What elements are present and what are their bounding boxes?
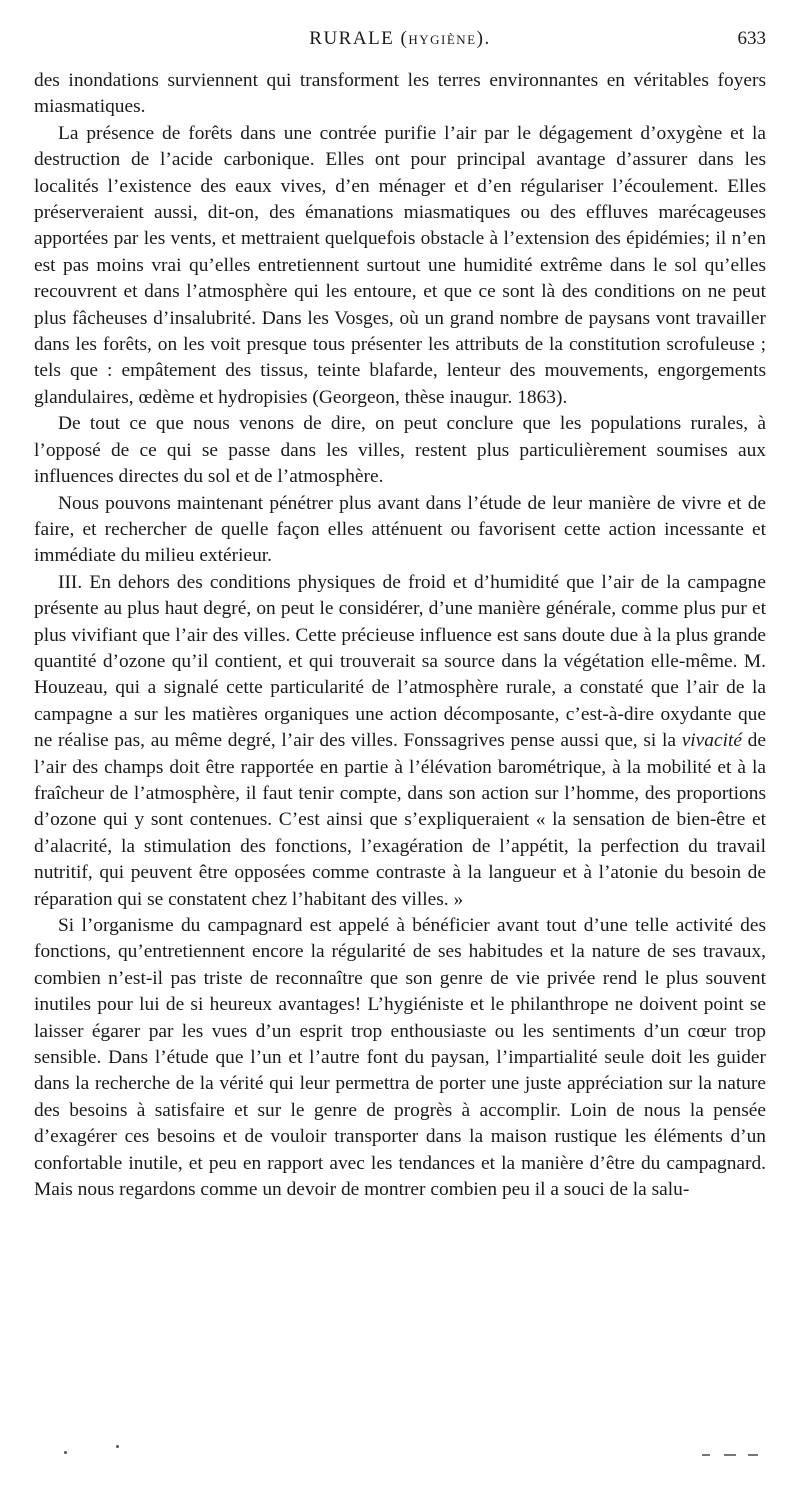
running-title-end: ). [476, 28, 491, 49]
paragraph-campagnard: Si l’organisme du campagnard est appelé à bénéficier avant tout d’une telle activité des fonctions, qu’entretiennent encore la régularité de ses habitudes et la nature de ses travaux, combien n’est-il pas triste de reconnaître que son genre de vie privée rend le plus souvent inutiles pour lui de si heureux avantages! L’hygiéniste et le philanthrope ne doivent point se laisser égarer par les vues d’un esprit trop enthousiaste ou les sentiments d’un cœur trop sensible. Dans l’étude que l’un et l’autre font du paysan, l’impartialité seule doit les guider dans la recherche de la vérité qui leur permettra de porter une juste appréciation sur la nature des besoins à satisfaire et sur le genre de progrès à accomplir. Loin de nous la pensée d’exagérer ces besoins et de vouloir transporter dans la maison rustique les éléments d’un confortable inutile, et peu en rapport avec les tendances et la manière d’être du campagnard. Mais nous regardons comme un devoir de montrer combien peu il a souci de la salu- [34, 915, 766, 1201]
running-title-sub: HYGIÈNE [408, 32, 477, 47]
footer-print-marks [34, 1440, 766, 1460]
section-three-text-after: de l’air des champs doit être rapportée en partie à l’élévation barométrique, à la mobilité et à la fraîcheur de l’atmosphère, il faut tenir compte, dans son action sur l’homme, des proportions d’ozone qui y sont contenues. C’est ainsi que s’expliqueraient « la sensation de bien-être et d’alacrité, la stimulation des fonctions, l’exagération de l’appétit, la perfection du travail nutritif, qui peuvent être opposées comme contraste à la langueur et à l’atonie du besoin de réparation qui se constatent chez l’habitant des villes. » [34, 730, 766, 910]
print-dash [702, 1454, 710, 1456]
paragraph-forests: La présence de forêts dans une contrée purifie l’air par le dégagement d’oxygène et la destruction de l’acide carbonique. Elles ont pour principal avantage d’assurer dans les localités l’existence des eaux vives, d’en ménager et d’en régulariser l’écoulement. Elles préserveraient aussi, dit-on, des émanations miasmatiques ou des effluves marécageuses apportées par les vents, et mettraient quelquefois obstacle à l’extension des épidémies; il n’en est pas moins vrai qu’elles entretiennent surtout une humidité extrême dans le sol qu’elles recouvrent et dans l’atmosphère qui les entoure, et que ce sont là des conditions on ne peut plus fâcheuses d’insalubrité. Dans les Vosges, où un grand nombre de paysans vont travailler dans les forêts, on les voit presque tous présenter les attributs de la constitution scrofuleuse ; tels que : empâtement des tissus, teinte blafarde, lenteur des mouvements, engorgements glandulaires, œdème et hydropisies (Georgeon, thèse inaugur. 1863). [34, 122, 766, 408]
print-speck [116, 1445, 119, 1448]
paragraph-continuation: des inondations surviennent qui transforment les terres environnantes en véritables foyers miasmatiques. [34, 70, 766, 118]
paragraph-section-three [34, 570, 766, 913]
page-header [34, 28, 766, 58]
print-dash [724, 1454, 736, 1456]
section-three-text-before: III. En dehors des conditions physiques de froid et d’humidité que l’air de la campagne présente au plus haut degré, on peut le considérer, d’une manière générale, comme plus pur et plus vivifiant que l’air des villes. Cette précieuse influence est sans doute due à la plus grande quantité d’ozone qu’il contient, et qui trouverait sa source dans la végétation elle-même. M. Houzeau, qui a signalé cette particularité de l’atmosphère rurale, a constaté que l’air de la campagne a sur les matières organiques une action décomposante, c’est-à-dire oxydante que ne réalise pas, au même degré, l’air des villes. Fonssagrives pense aussi que, si la [34, 571, 766, 752]
paragraph-conclusion: De tout ce que nous venons de dire, on peut conclure que les populations rurales, à l’opposé de ce qui se passe dans les villes, restent plus particulièrement soumises aux influences directes du sol et de l’atmosphère. [34, 413, 766, 488]
page-number: 633 [737, 28, 766, 49]
running-title [34, 28, 766, 50]
paragraph-transition: Nous pouvons maintenant pénétrer plus avant dans l’étude de leur manière de vivre et de faire, et rechercher de quelle façon elles atténuent ou favorisent cette action incessante et immédiate du milieu extérieur. [34, 492, 766, 567]
page [34, 28, 766, 1203]
print-dash [748, 1454, 758, 1456]
emphasis-vivacite: vivacité [681, 730, 742, 752]
body-text [34, 68, 766, 1203]
print-speck [64, 1451, 67, 1454]
running-title-main: RURALE ( [309, 28, 409, 49]
